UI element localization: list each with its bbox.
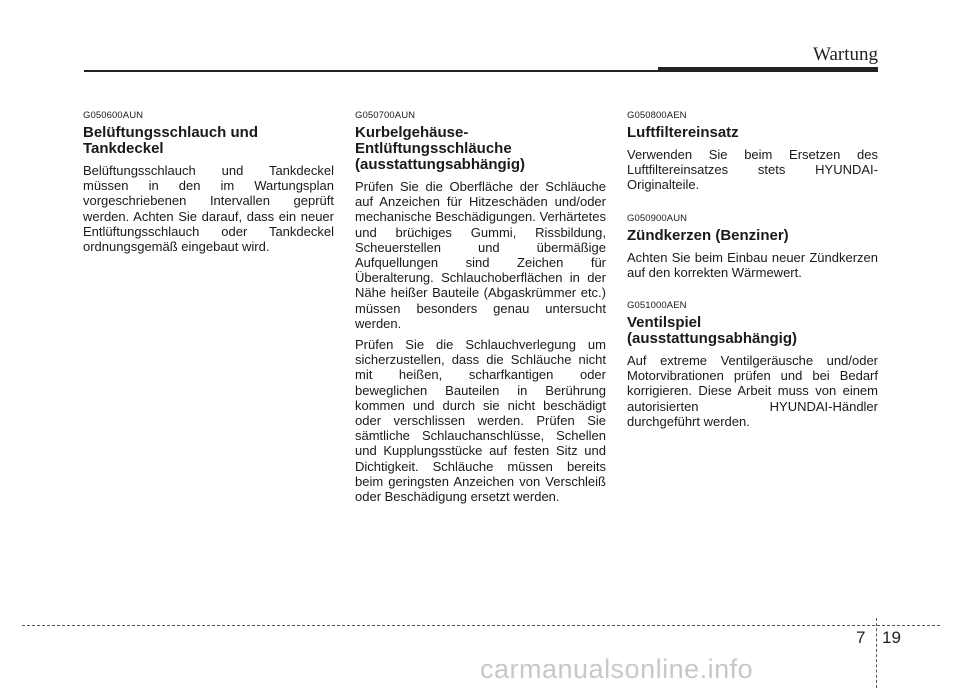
section-heading: Luftfiltereinsatz — [627, 124, 739, 141]
section-code: G050600AUN — [83, 110, 144, 121]
paragraph: Belüftungsschlauch und Tankdeckel müssen in den im Wartungsplan vorgeschriebenen Intervallen geprüft werden. Achten Sie darauf, dass ein neuer Entlüftungsschlauch oder Tankdeckel ordnungsgemäß eingebaut wird. — [83, 163, 334, 255]
footer-rule — [22, 625, 940, 626]
section-code: G050800AEN — [627, 110, 687, 121]
watermark: carmanualsonline.info — [480, 654, 754, 684]
section-crankcase-hoses — [355, 110, 606, 504]
paragraph: Prüfen Sie die Schlauchverlegung um sicherzustellen, dass die Schläuche nicht mit heißen, scharfkantigen oder beweglichen Bauteilen in Berührung kommen und durch sie nicht beschädigt oder verschlissen werden. Prüfen Sie sämtliche Schlauchanschlüsse, Schellen und Kupplungsstücke auf festen Sitz und Dichtigkeit. Schläuche müssen bereits beim geringsten Anzeichen von Verschleiß oder Beschädigung ersetzt werden. — [355, 337, 606, 505]
header-rule-accent — [658, 67, 878, 72]
page-number: 19 — [882, 628, 901, 647]
section-code: G050700AUN — [355, 110, 416, 121]
footer-divider — [876, 618, 877, 688]
section-code: G051000AEN — [627, 300, 687, 312]
column-2 — [355, 110, 606, 524]
chapter-number: 7 — [856, 628, 866, 647]
section-heading: Kurbelgehäuse- Entlüftungsschläuche (ausstattungsabhängig) — [355, 124, 526, 173]
paragraph: Achten Sie beim Einbau neuer Zündkerzen auf den korrekten Wärmewert. — [627, 249, 878, 280]
section-heading: Ventilspiel (ausstattungsabhängig) — [627, 314, 798, 348]
section-air-filter — [627, 110, 878, 193]
paragraph: Prüfen Sie die Oberfläche der Schläuche auf Anzeichen für Hitzeschäden und/oder mechanische Beschädigungen. Verhärtetes und brüchiges Gummi, Rissbildung, Scheuerstellen und übermäßige Aufquellungen sind Zeichen für Überalterung. Schlauchoberflächen in der Nähe heißer Bauteile (Abgaskrümmer etc.) müssen besonders genau untersucht werden. — [355, 179, 606, 331]
paragraph: Verwenden Sie beim Ersetzen des Luftfiltereinsatzes stets HYUNDAI-Originalteile. — [627, 147, 878, 193]
section-code: G050900AUN — [627, 212, 688, 224]
section-heading: Belüftungsschlauch und Tankdeckel — [83, 124, 259, 157]
column-1 — [83, 110, 334, 274]
section-vent-hose — [83, 110, 334, 254]
section-spark-plugs — [627, 213, 878, 280]
section-heading: Zündkerzen (Benziner) — [627, 226, 789, 244]
paragraph: Auf extreme Ventilgeräusche und/oder Motorvibrationen prüfen und bei Bedarf korrigieren. Diese Arbeit muss von einem autorisierten HYUNDAI-Händler durchgeführt werden. — [627, 353, 878, 429]
chapter-title: Wartung — [813, 44, 878, 65]
section-valve-clearance — [627, 300, 878, 429]
column-3 — [627, 110, 878, 449]
